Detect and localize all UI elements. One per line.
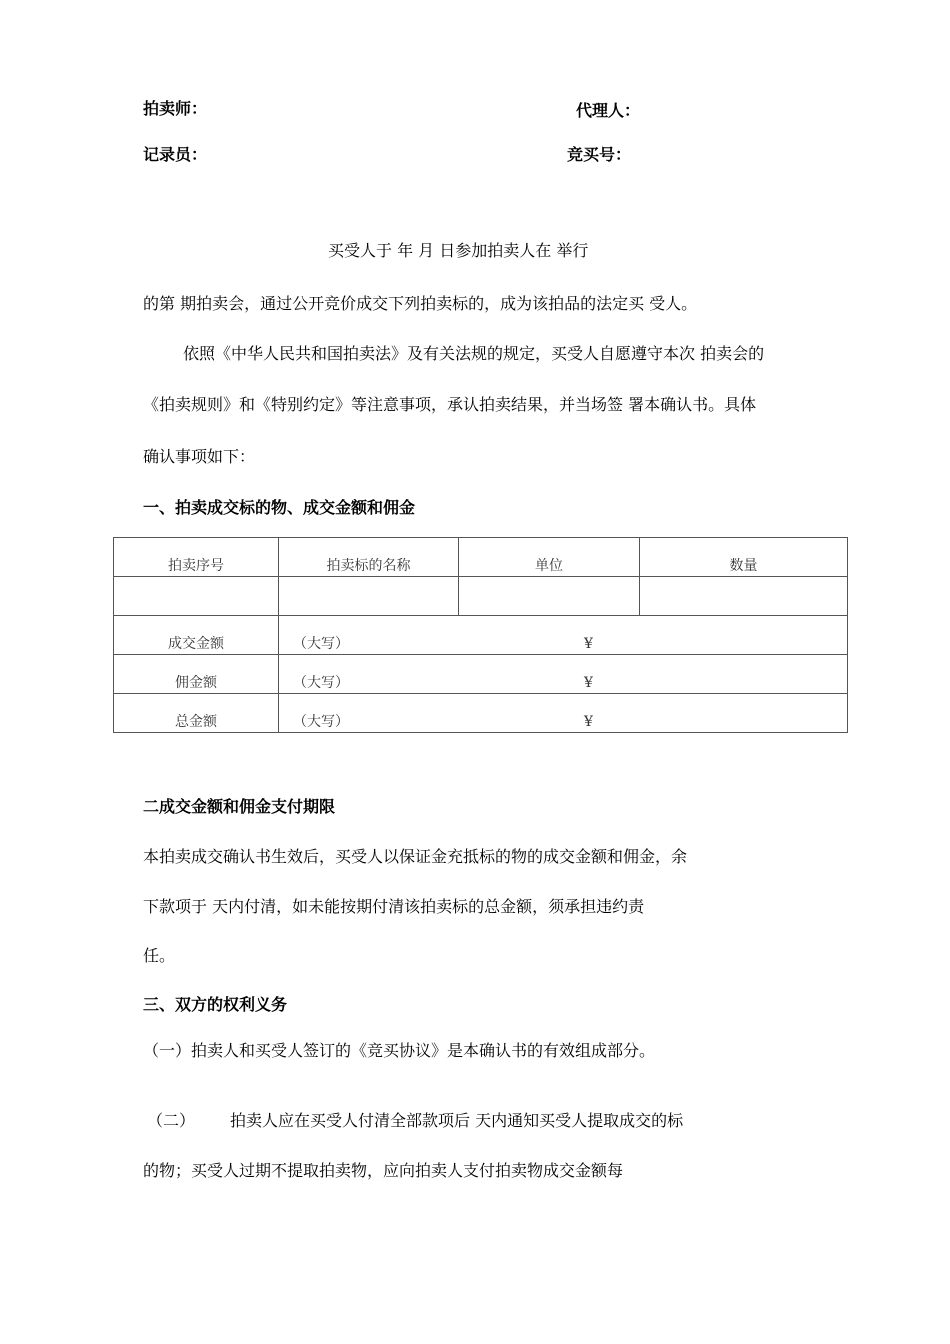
table-cell — [114, 577, 279, 616]
section3-item-1: （一）拍卖人和买受人签订的《竞买协议》是本确认书的有效组成部分。 — [143, 1041, 656, 1060]
section2-heading: 二成交金额和佣金支付期限 — [143, 797, 336, 816]
section1-heading: 一、拍卖成交标的物、成交金额和佣金 — [143, 498, 416, 517]
bid-number-label: 竞买号： — [567, 145, 632, 164]
row-label: 总金额 — [114, 694, 279, 733]
auctioneer-label: 拍卖师： — [143, 99, 208, 118]
table-row-commission — [114, 655, 848, 694]
amount-currency: ¥ — [584, 714, 593, 730]
header-cell: 单位 — [459, 538, 640, 577]
table-cell — [640, 577, 848, 616]
header-cell: 拍卖标的名称 — [279, 538, 459, 577]
amount-currency: ¥ — [584, 636, 593, 652]
section2-line-1: 本拍卖成交确认书生效后，买受人以保证金充抵标的物的成交金额和佣金，余 — [143, 847, 688, 866]
table-header-row — [114, 538, 848, 577]
section2-line-3: 任。 — [143, 946, 176, 965]
table-row-total — [114, 694, 848, 733]
intro-line-1: 买受人于 年 月 日参加拍卖人在 举行 — [328, 241, 589, 260]
amount-currency: ¥ — [584, 675, 593, 691]
table-empty-row — [114, 577, 848, 616]
section3-item-2-line-1: 拍卖人应在买受人付清全部款项后 天内通知买受人提取成交的标 — [230, 1111, 684, 1130]
table-row-deal-amount — [114, 616, 848, 655]
transaction-table — [113, 537, 848, 733]
intro-para2-line-3: 确认事项如下： — [143, 447, 256, 466]
row-label: 成交金额 — [114, 616, 279, 655]
section2-line-2: 下款项于 天内付清，如未能按期付清该拍卖标的总金额，须承担违约责 — [143, 897, 645, 916]
amount-words: （大写） — [293, 675, 349, 691]
table-cell — [279, 577, 459, 616]
amount-cell — [279, 655, 848, 694]
amount-words: （大写） — [293, 636, 349, 652]
row-label: 佣金额 — [114, 655, 279, 694]
section3-item-2-marker: （二） — [147, 1111, 196, 1130]
recorder-label: 记录员： — [143, 145, 208, 164]
amount-cell — [279, 616, 848, 655]
amount-cell — [279, 694, 848, 733]
intro-para2-line-2: 《拍卖规则》和《特别约定》等注意事项，承认拍卖结果，并当场签 署本确认书。具体 — [143, 395, 757, 414]
table-cell — [459, 577, 640, 616]
section3-heading: 三、双方的权利义务 — [143, 995, 288, 1014]
amount-words: （大写） — [293, 714, 349, 730]
header-cell: 数量 — [640, 538, 848, 577]
header-cell: 拍卖序号 — [114, 538, 279, 577]
agent-label: 代理人： — [576, 101, 641, 120]
intro-line-2: 的第 期拍卖会，通过公开竞价成交下列拍卖标的，成为该拍品的法定买 受人。 — [143, 294, 698, 313]
section3-item-2-line-2: 的物；买受人过期不提取拍卖物，应向拍卖人支付拍卖物成交金额每 — [143, 1161, 624, 1180]
intro-para2-line-1: 依照《中华人民共和国拍卖法》及有关法规的规定，买受人自愿遵守本次 拍卖会的 — [183, 344, 765, 363]
